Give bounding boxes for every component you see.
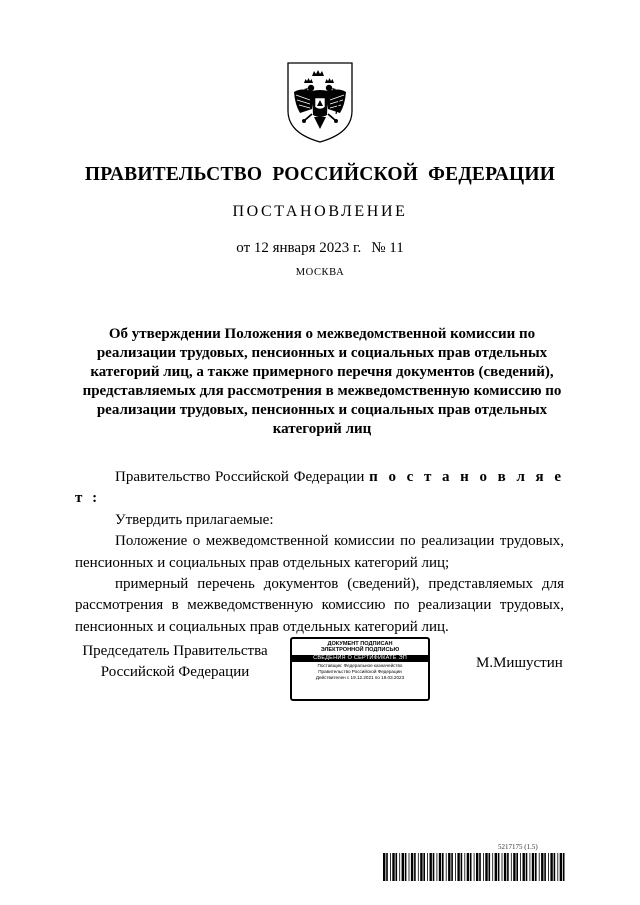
electronic-signature-stamp (290, 637, 430, 701)
stamp-validity: Действителен с 19.12.2021 по 19.03.2023 (315, 675, 405, 681)
signatory-name: М.Мишустин (476, 655, 563, 671)
heading-line: реализации трудовых, пенсионных и социальных прав отдельных (96, 345, 548, 361)
heading-line: реализации трудовых, пенсионных и социальных прав отдельных (96, 402, 548, 418)
stamp-issuer: Поставщик: Федеральное казначейство (317, 662, 403, 668)
signatory-position (75, 641, 275, 683)
position-line: Российской Федерации (100, 664, 250, 680)
heading-line: категорий лиц (272, 421, 372, 437)
heading-line: Об утверждении Положения о межведомственной комиссии по (108, 326, 536, 342)
state-emblem-icon (284, 59, 356, 145)
document-number: № 11 (371, 240, 404, 256)
city: МОСКВА (295, 267, 345, 278)
resolution-paragraph (75, 467, 564, 510)
stamp-band: СВЕДЕНИЯ О СЕРТИФИКАТЕ ЭП (292, 655, 428, 662)
stamp-line: ДОКУМЕНТ ПОДПИСАН (327, 641, 393, 647)
approve-paragraph: Утвердить прилагаемые: (115, 511, 274, 528)
resolution-lead: Правительство Российской Федерации (115, 469, 365, 485)
registration-number: 5217175 (1.5) (498, 843, 538, 851)
barcode-icon (383, 853, 565, 881)
heading-line: представляемых для рассмотрения в межведомственную комиссию по (82, 383, 562, 399)
date-and-number (0, 240, 640, 257)
heading-line: категорий лиц, а также примерного перечня документов (сведений), (90, 364, 554, 380)
document-type: ПОСТАНОВЛЕНИЕ (232, 203, 408, 220)
regulation-item: Положение о межведомственной комиссии по реализации трудовых, пенсионных и социальных прав отдельных категорий лиц; (75, 533, 564, 571)
document-list-item: примерный перечень документов (сведений), представляемых для рассмотрения в межведомственную комиссию по реализации трудовых, пенсионных и социальных прав отдельных категорий лиц. (75, 576, 564, 635)
document-date: от 12 января 2023 г. (236, 240, 362, 256)
position-line: Председатель Правительства (82, 643, 268, 659)
stamp-owner: Правительство Российской Федерации (318, 669, 402, 675)
document-body (75, 467, 564, 638)
document-heading (80, 325, 564, 439)
resolution-verb: п о с т а н о в л я е т : (75, 469, 564, 507)
government-title: ПРАВИТЕЛЬСТВО РОССИЙСКОЙ ФЕДЕРАЦИИ (84, 164, 556, 185)
stamp-line: ЭЛЕКТРОННОЙ ПОДПИСЬЮ (320, 647, 400, 654)
